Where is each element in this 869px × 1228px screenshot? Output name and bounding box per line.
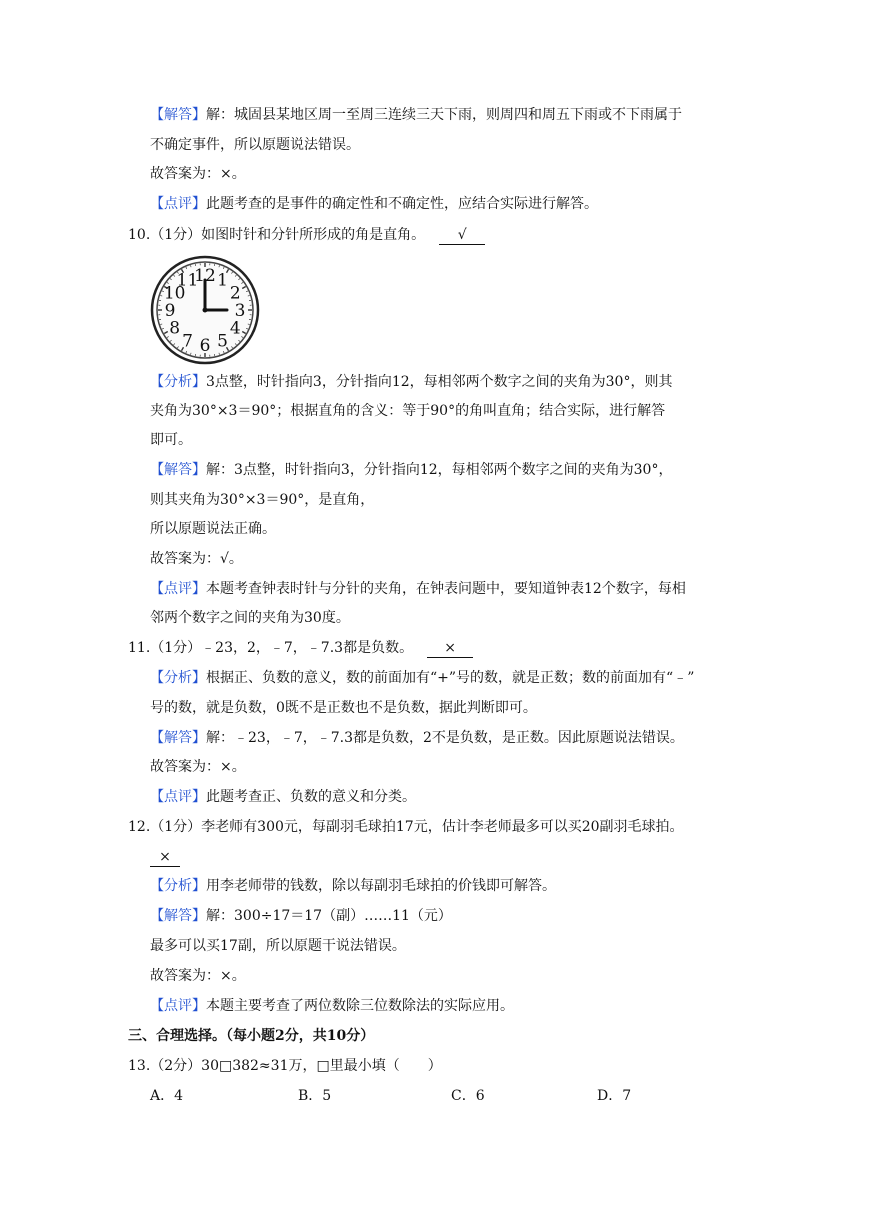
answer-blank: × xyxy=(427,639,473,658)
final-answer-line xyxy=(150,549,243,569)
line-text: 即可。 xyxy=(150,432,192,448)
answer-line xyxy=(150,460,672,480)
comment-line xyxy=(150,579,686,599)
comment-line xyxy=(150,787,416,807)
choice-text: D．7 xyxy=(597,1088,632,1104)
comment-tag: 【点评】 xyxy=(150,998,206,1014)
text-line xyxy=(150,490,374,510)
answer-tag: 【解答】 xyxy=(150,107,206,123)
question-11 xyxy=(128,638,473,658)
answer-blank: √ xyxy=(439,226,485,245)
clock-number: 5 xyxy=(217,331,228,352)
clock-number: 4 xyxy=(229,318,241,339)
question-text: 10.（1分）如图时针和分针所形成的角是直角。 xyxy=(128,227,426,243)
answer-line xyxy=(150,105,682,125)
analysis-line xyxy=(150,372,672,392)
question-text: 11.（1分）﹣23，2，﹣7，﹣7.3都是负数。 xyxy=(128,640,414,656)
choice-text: B．5 xyxy=(298,1088,332,1104)
choice-c[interactable] xyxy=(451,1086,485,1106)
analysis-line xyxy=(150,876,556,896)
choice-a[interactable] xyxy=(150,1086,183,1106)
text-line xyxy=(150,401,665,421)
answer-tag: 【解答】 xyxy=(150,908,206,924)
clock-number: 1 xyxy=(217,270,228,291)
comment-text: 本题主要考查了两位数除三位数除法的实际应用。 xyxy=(206,998,514,1014)
final-answer-line xyxy=(150,164,246,184)
clock-number: 6 xyxy=(199,336,211,356)
text-line xyxy=(150,519,276,539)
comment-tag: 【点评】 xyxy=(150,196,206,212)
clock-number: 9 xyxy=(164,301,176,321)
answer-line xyxy=(150,728,684,748)
comment-text: 此题考查正、负数的意义和分类。 xyxy=(206,789,416,805)
comment-text: 本题考查钟表时针与分针的夹角，在钟表问题中，要知道钟表12个数字，每相 xyxy=(206,581,686,597)
line-text: 所以原题说法正确。 xyxy=(150,521,276,537)
choice-text: A．4 xyxy=(150,1088,184,1104)
line-text: 故答案为：√。 xyxy=(150,551,243,567)
text-line xyxy=(150,430,192,450)
comment-line xyxy=(150,996,514,1016)
question-text: 13.（2分）30□382≈31万，□里最小填（ ） xyxy=(128,1058,442,1074)
clock-number: 7 xyxy=(182,331,193,352)
choice-text: C．6 xyxy=(451,1088,485,1104)
answer-tag: 【解答】 xyxy=(150,730,206,746)
line-text: 则其夹角为30°×3＝90°，是直角， xyxy=(150,492,375,508)
answer-text: 解：3点整，时针指向3，分针指向12，每相邻两个数字之间的夹角为30°， xyxy=(206,462,673,478)
comment-tag: 【点评】 xyxy=(150,581,206,597)
analysis-tag: 【分析】 xyxy=(150,374,206,390)
text-line xyxy=(150,936,406,956)
line-text: 号的数，就是负数，0既不是正数也不是负数，据此判断即可。 xyxy=(150,700,537,716)
section-title: 三、合理选择。（每小题2分，共10分） xyxy=(128,1028,375,1044)
question-10 xyxy=(128,225,485,245)
choice-b[interactable] xyxy=(298,1086,331,1106)
text-line xyxy=(150,135,360,155)
section-heading xyxy=(128,1026,374,1046)
question-12 xyxy=(128,817,684,837)
analysis-tag: 【分析】 xyxy=(150,670,206,686)
line-text: 故答案为：×。 xyxy=(150,759,246,775)
answer-text: 解：300÷17＝17（副）……11（元） xyxy=(206,908,452,924)
answer-tag: 【解答】 xyxy=(150,462,206,478)
line-text: 不确定事件，所以原题说法错误。 xyxy=(150,137,360,153)
comment-line xyxy=(150,194,598,214)
clock-number: 12 xyxy=(194,266,216,286)
analysis-text: 用李老师带的钱数，除以每副羽毛球拍的价钱即可解答。 xyxy=(206,878,556,894)
clock-number: 8 xyxy=(169,318,181,339)
line-text: 故答案为：×。 xyxy=(150,968,246,984)
question-13 xyxy=(128,1056,442,1076)
question-text: 12.（1分）李老师有300元，每副羽毛球拍17元，估计李老师最多可以买20副羽毛球拍。 xyxy=(128,819,684,835)
analysis-line xyxy=(150,668,694,688)
analysis-text: 3点整，时针指向3，分针指向12，每相邻两个数字之间的夹角为30°，则其 xyxy=(206,374,673,390)
answer-blank-line xyxy=(150,847,180,867)
text-line xyxy=(150,608,350,628)
clock-number: 2 xyxy=(229,283,241,304)
analysis-text: 根据正、负数的意义，数的前面加有“+”号的数，就是正数；数的前面加有“﹣” xyxy=(206,670,695,686)
line-text: 夹角为30°×3＝90°；根据直角的含义：等于90°的角叫直角；结合实际，进行解答 xyxy=(150,403,666,419)
clock-center xyxy=(203,308,208,313)
clock-number: 11 xyxy=(176,270,199,291)
line-text: 邻两个数字之间的夹角为30度。 xyxy=(150,610,350,626)
text-line xyxy=(150,698,537,718)
final-answer-line xyxy=(150,757,246,777)
answer-text: 解：城固县某地区周一至周三连续三天下雨，则周四和周五下雨或不下雨属于 xyxy=(206,107,682,123)
clock-figure xyxy=(150,255,260,365)
answer-text: 解：﹣23，﹣7，﹣7.3都是负数，2不是负数，是正数。因此原题说法错误。 xyxy=(206,730,684,746)
analysis-tag: 【分析】 xyxy=(150,878,206,894)
clock-number: 10 xyxy=(163,283,186,304)
answer-line xyxy=(150,906,452,926)
comment-text: 此题考查的是事件的确定性和不确定性，应结合实际进行解答。 xyxy=(206,196,598,212)
line-text: 故答案为：×。 xyxy=(150,166,246,182)
answer-blank: × xyxy=(150,848,180,867)
final-answer-line xyxy=(150,966,246,986)
clock-number: 3 xyxy=(234,301,246,321)
comment-tag: 【点评】 xyxy=(150,789,206,805)
choice-d[interactable] xyxy=(597,1086,631,1106)
line-text: 最多可以买17副，所以原题干说法错误。 xyxy=(150,938,406,954)
